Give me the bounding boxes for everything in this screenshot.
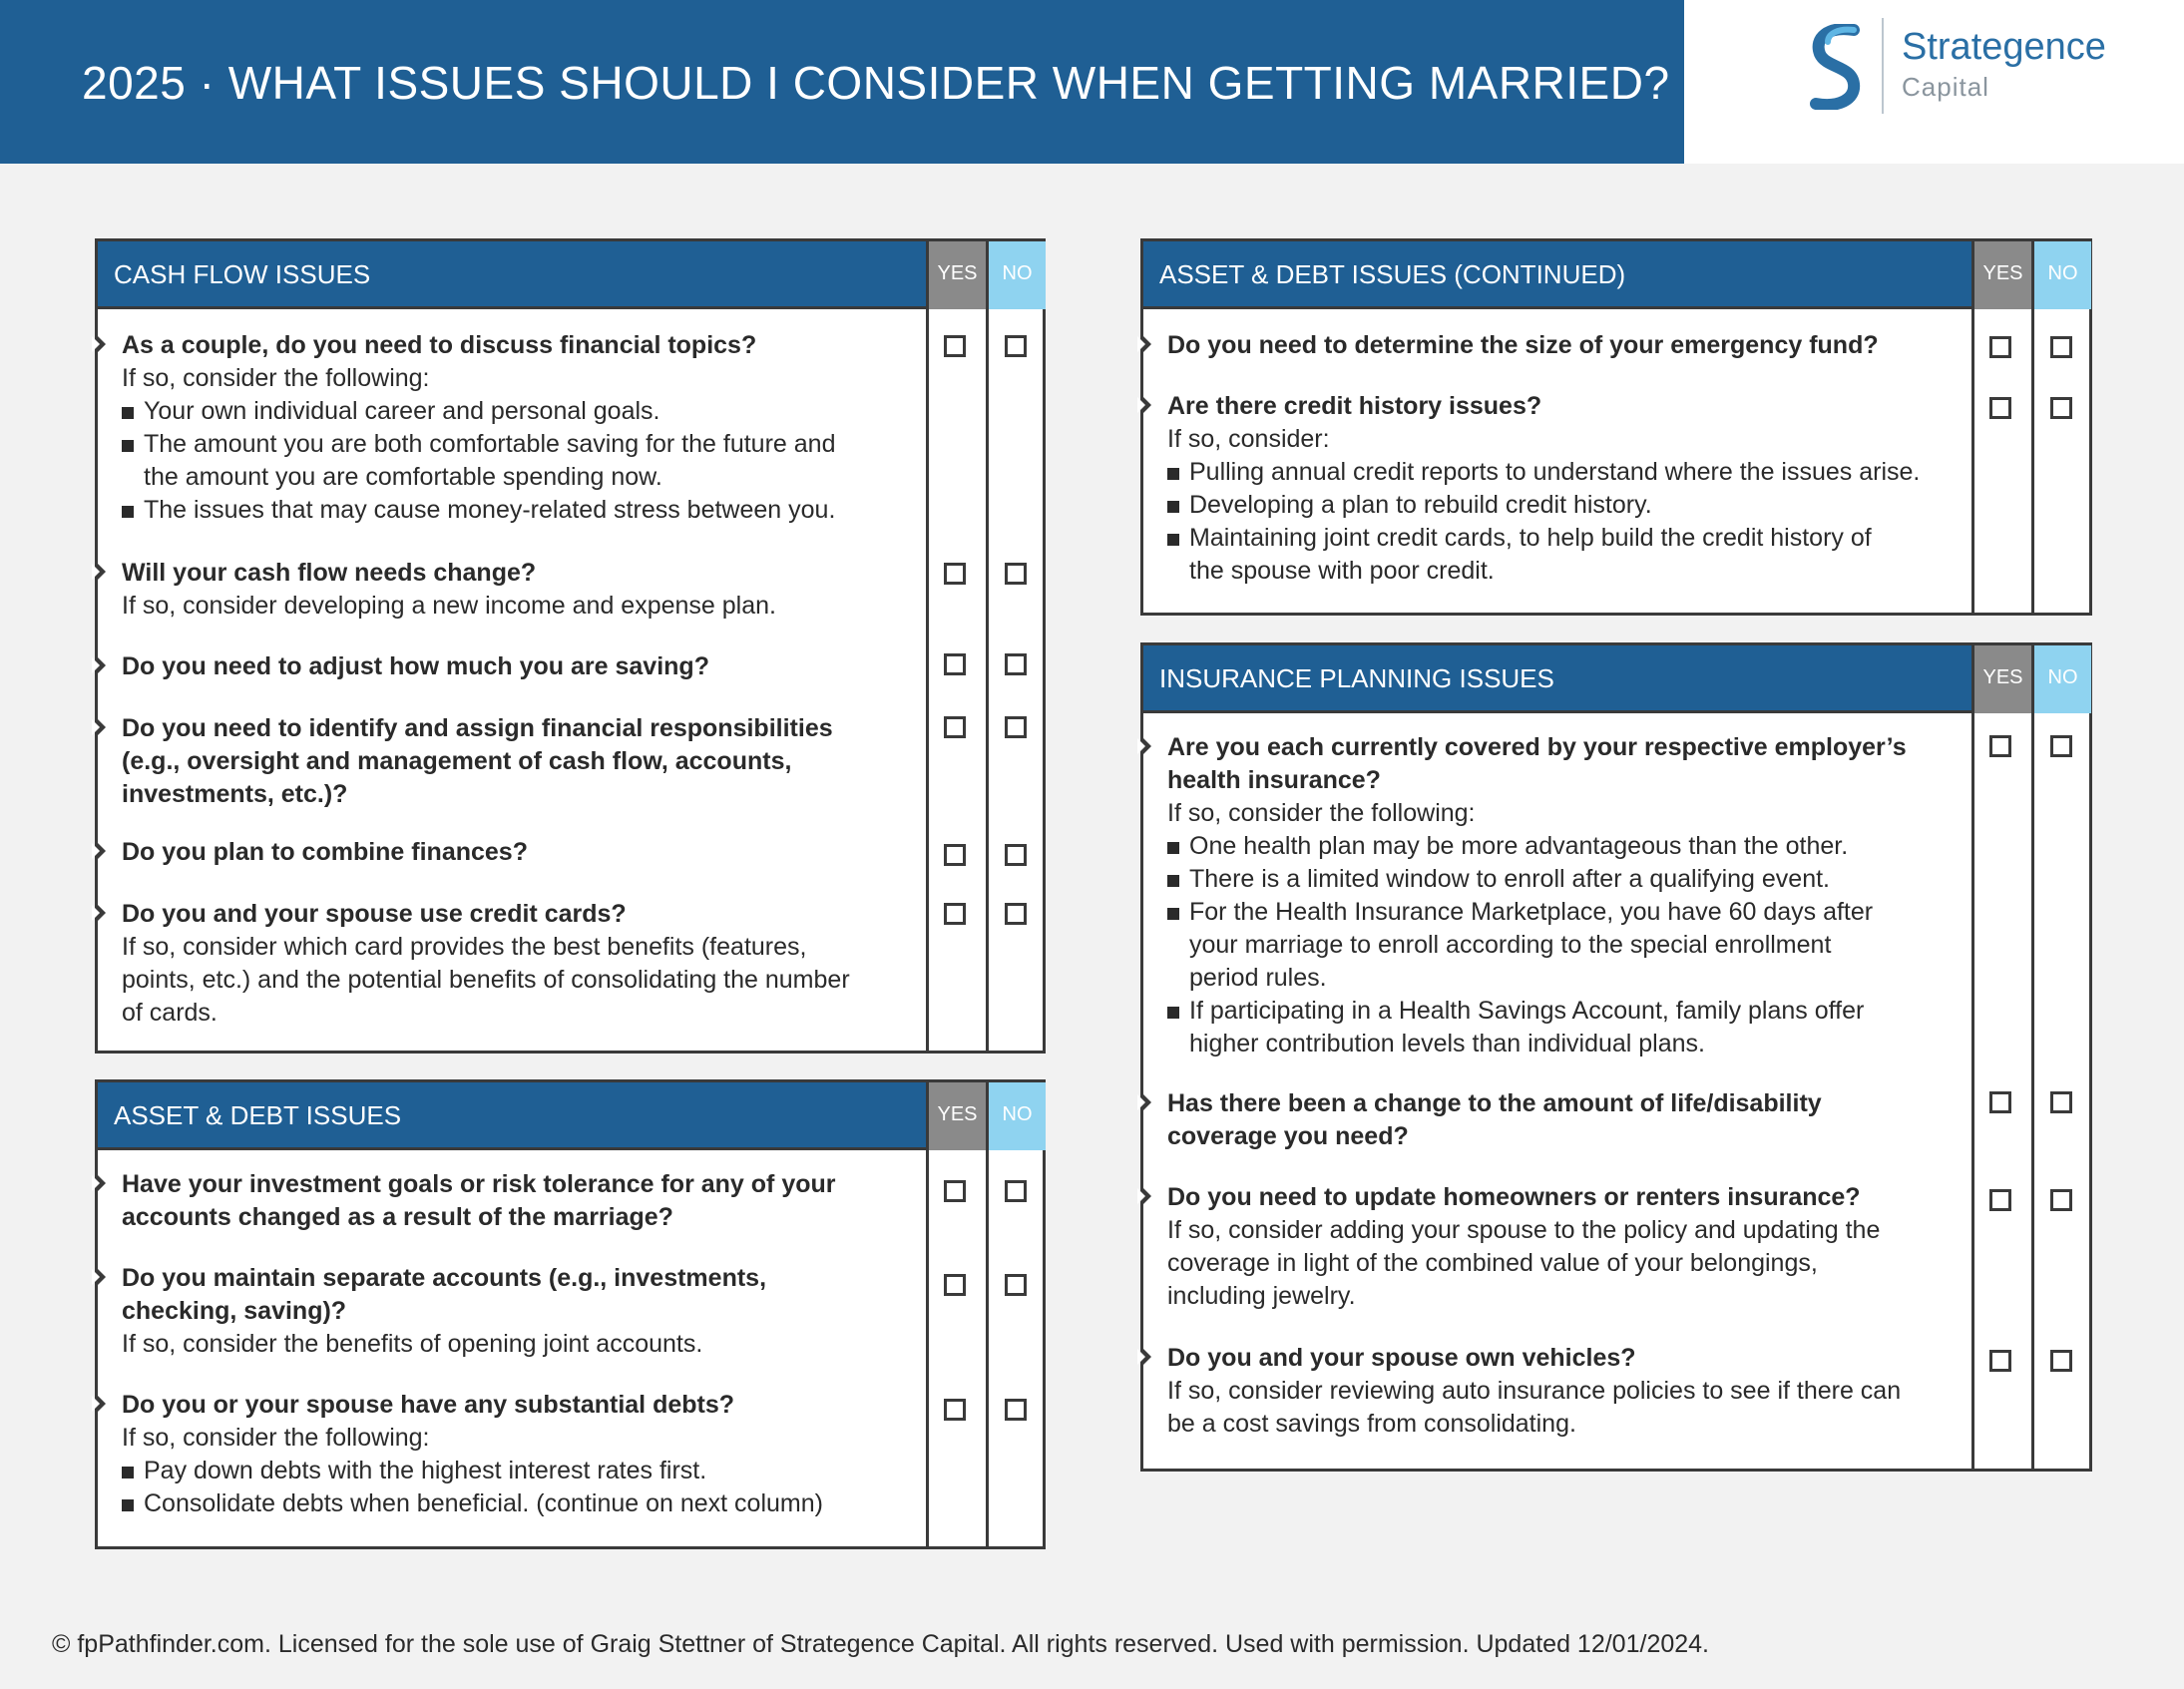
question-note: If so, consider the following:	[1167, 799, 1476, 827]
yes-checkbox[interactable]	[944, 563, 966, 585]
no-checkbox[interactable]	[1005, 716, 1027, 738]
chevron-icon	[95, 1172, 106, 1194]
bullet-item: The amount you are both comfortable saving for the future and	[122, 428, 835, 461]
question-note: If so, consider the following:	[122, 364, 430, 392]
panel-header	[98, 1082, 1043, 1150]
chevron-icon	[95, 1266, 106, 1288]
yes-checkbox[interactable]	[944, 716, 966, 738]
column-divider	[986, 309, 989, 1054]
question: Have your investment goals or risk tolerance for any of your	[122, 1170, 836, 1198]
yes-checkbox[interactable]	[1989, 397, 2011, 419]
logo-divider	[1882, 18, 1884, 114]
question: Do you plan to combine finances?	[122, 838, 528, 866]
yes-column-header: YES	[926, 241, 986, 309]
chevron-icon	[1140, 735, 1151, 757]
chevron-icon	[95, 561, 106, 583]
question: Has there been a change to the amount of life/disability	[1167, 1089, 1822, 1117]
yes-checkbox[interactable]	[1989, 1350, 2011, 1372]
chevron-icon	[1140, 333, 1151, 355]
strategence-logo-icon	[1808, 24, 1864, 110]
question-continuation: investments, etc.)?	[122, 780, 348, 808]
yes-column-header: YES	[926, 1082, 986, 1150]
bullet-continuation: higher contribution levels than individual plans.	[1189, 1030, 1705, 1057]
column-divider	[1971, 309, 1974, 616]
bullet-continuation: period rules.	[1189, 964, 1327, 992]
no-checkbox[interactable]	[1005, 844, 1027, 866]
panel-title: ASSET & DEBT ISSUES	[114, 1100, 402, 1130]
question-continuation: accounts changed as a result of the marriage?	[122, 1203, 673, 1231]
question: Are you each currently covered by your respective employer’s	[1167, 733, 1907, 761]
yes-checkbox[interactable]	[1989, 1189, 2011, 1211]
column-divider	[2031, 713, 2034, 1472]
logo-name: Strategence	[1902, 26, 2106, 68]
question-continuation: coverage you need?	[1167, 1122, 1409, 1150]
yes-checkbox[interactable]	[944, 903, 966, 925]
question: As a couple, do you need to discuss financial topics?	[122, 331, 757, 359]
question-note: If so, consider the benefits of opening joint accounts.	[122, 1330, 703, 1358]
question-note: If so, consider:	[1167, 425, 1330, 453]
yes-checkbox[interactable]	[944, 1399, 966, 1421]
bullet-item: One health plan may be more advantageous than the other.	[1167, 830, 1848, 863]
panel-title: CASH FLOW ISSUES	[114, 259, 371, 289]
chevron-icon	[95, 902, 106, 924]
column-divider	[2031, 309, 2034, 616]
logo-subtitle: Capital	[1902, 72, 1989, 102]
yes-checkbox[interactable]	[1989, 336, 2011, 358]
yes-checkbox[interactable]	[944, 335, 966, 357]
cash-flow-panel	[95, 238, 1046, 1054]
bullet-continuation: your marriage to enroll according to the special enrollment	[1189, 931, 1832, 959]
question-note: points, etc.) and the potential benefits of consolidating the number	[122, 966, 850, 994]
no-checkbox[interactable]	[2050, 397, 2072, 419]
footer-copyright: © fpPathfinder.com. Licensed for the sole use of Graig Stettner of Strategence Capital. All rights reserved. Used with permission. Updated 12/01/2024.	[52, 1630, 1709, 1658]
question: Do you need to identify and assign financial responsibilities	[122, 714, 833, 742]
panel-header	[98, 241, 1043, 309]
no-column-header: NO	[986, 1082, 1046, 1150]
question-continuation: (e.g., oversight and management of cash flow, accounts,	[122, 747, 792, 775]
panel-title: ASSET & DEBT ISSUES (CONTINUED)	[1159, 259, 1626, 289]
insurance-planning-panel	[1140, 642, 2092, 1472]
bullet-continuation: the amount you are comfortable spending now.	[144, 463, 662, 491]
bullet-item: Pay down debts with the highest interest rates first.	[122, 1455, 706, 1487]
asset-debt-continued-panel	[1140, 238, 2092, 616]
no-checkbox[interactable]	[1005, 903, 1027, 925]
yes-checkbox[interactable]	[1989, 1091, 2011, 1113]
question: Do you need to adjust how much you are saving?	[122, 652, 709, 680]
question: Will your cash flow needs change?	[122, 559, 537, 587]
chevron-icon	[95, 1393, 106, 1415]
no-checkbox[interactable]	[2050, 336, 2072, 358]
question-note: coverage in light of the combined value of your belongings,	[1167, 1249, 1818, 1277]
question: Are there credit history issues?	[1167, 392, 1542, 420]
question-note: be a cost savings from consolidating.	[1167, 1410, 1576, 1438]
bullet-item: For the Health Insurance Marketplace, you have 60 days after	[1167, 896, 1873, 929]
yes-column-header: YES	[1971, 241, 2031, 309]
question-continuation: health insurance?	[1167, 766, 1381, 794]
no-column-header: NO	[2031, 241, 2091, 309]
question: Do you maintain separate accounts (e.g., investments,	[122, 1264, 767, 1292]
chevron-icon	[95, 333, 106, 355]
chevron-icon	[1140, 1185, 1151, 1207]
no-checkbox[interactable]	[2050, 1091, 2072, 1113]
chevron-icon	[95, 840, 106, 862]
column-divider	[926, 1150, 929, 1549]
panel-header	[1143, 645, 2089, 713]
bullet-item: The issues that may cause money-related stress between you.	[122, 494, 835, 527]
no-column-header: NO	[986, 241, 1046, 309]
bullet-item: Maintaining joint credit cards, to help build the credit history of	[1167, 522, 1872, 555]
bullet-item: Pulling annual credit reports to understand where the issues arise.	[1167, 456, 1920, 489]
bullet-item: Your own individual career and personal goals.	[122, 395, 659, 428]
question-note: If so, consider developing a new income and expense plan.	[122, 592, 776, 620]
no-checkbox[interactable]	[1005, 653, 1027, 675]
page-title: 2025 · WHAT ISSUES SHOULD I CONSIDER WHEN GETTING MARRIED?	[82, 57, 1670, 109]
question-note: If so, consider adding your spouse to the policy and updating the	[1167, 1216, 1881, 1244]
chevron-icon	[95, 716, 106, 738]
no-checkbox[interactable]	[2050, 735, 2072, 757]
no-checkbox[interactable]	[1005, 335, 1027, 357]
question: Do you need to update homeowners or renters insurance?	[1167, 1183, 1861, 1211]
column-divider	[1971, 713, 1974, 1472]
question-continuation: checking, saving)?	[122, 1297, 347, 1325]
yes-checkbox[interactable]	[944, 653, 966, 675]
bullet-continuation: the spouse with poor credit.	[1189, 557, 1495, 585]
no-column-header: NO	[2031, 645, 2091, 713]
chevron-icon	[1140, 394, 1151, 416]
chevron-icon	[95, 654, 106, 676]
chevron-icon	[1140, 1346, 1151, 1368]
question: Do you and your spouse use credit cards?	[122, 900, 627, 928]
no-checkbox[interactable]	[1005, 1180, 1027, 1202]
no-checkbox[interactable]	[1005, 1399, 1027, 1421]
question: Do you or your spouse have any substantial debts?	[122, 1391, 735, 1419]
question: Do you need to determine the size of your emergency fund?	[1167, 331, 1879, 359]
asset-debt-panel	[95, 1079, 1046, 1549]
question-note: including jewelry.	[1167, 1282, 1356, 1310]
no-checkbox[interactable]	[1005, 1274, 1027, 1296]
no-checkbox[interactable]	[2050, 1350, 2072, 1372]
question-note: of cards.	[122, 999, 218, 1027]
question-note: If so, consider which card provides the best benefits (features,	[122, 933, 807, 961]
bullet-item: There is a limited window to enroll after a qualifying event.	[1167, 863, 1830, 896]
column-divider	[986, 1150, 989, 1549]
bullet-item: Developing a plan to rebuild credit history.	[1167, 489, 1652, 522]
yes-checkbox[interactable]	[944, 844, 966, 866]
question: Do you and your spouse own vehicles?	[1167, 1344, 1636, 1372]
yes-column-header: YES	[1971, 645, 2031, 713]
yes-checkbox[interactable]	[944, 1274, 966, 1296]
yes-checkbox[interactable]	[944, 1180, 966, 1202]
yes-checkbox[interactable]	[1989, 735, 2011, 757]
column-divider	[926, 309, 929, 1054]
panel-title: INSURANCE PLANNING ISSUES	[1159, 663, 1554, 693]
bullet-item: If participating in a Health Savings Account, family plans offer	[1167, 995, 1864, 1028]
question-note: If so, consider reviewing auto insurance policies to see if there can	[1167, 1377, 1902, 1405]
panel-header	[1143, 241, 2089, 309]
no-checkbox[interactable]	[2050, 1189, 2072, 1211]
chevron-icon	[1140, 1091, 1151, 1113]
bullet-item: Consolidate debts when beneficial. (continue on next column)	[122, 1487, 823, 1520]
question-note: If so, consider the following:	[122, 1424, 430, 1452]
no-checkbox[interactable]	[1005, 563, 1027, 585]
